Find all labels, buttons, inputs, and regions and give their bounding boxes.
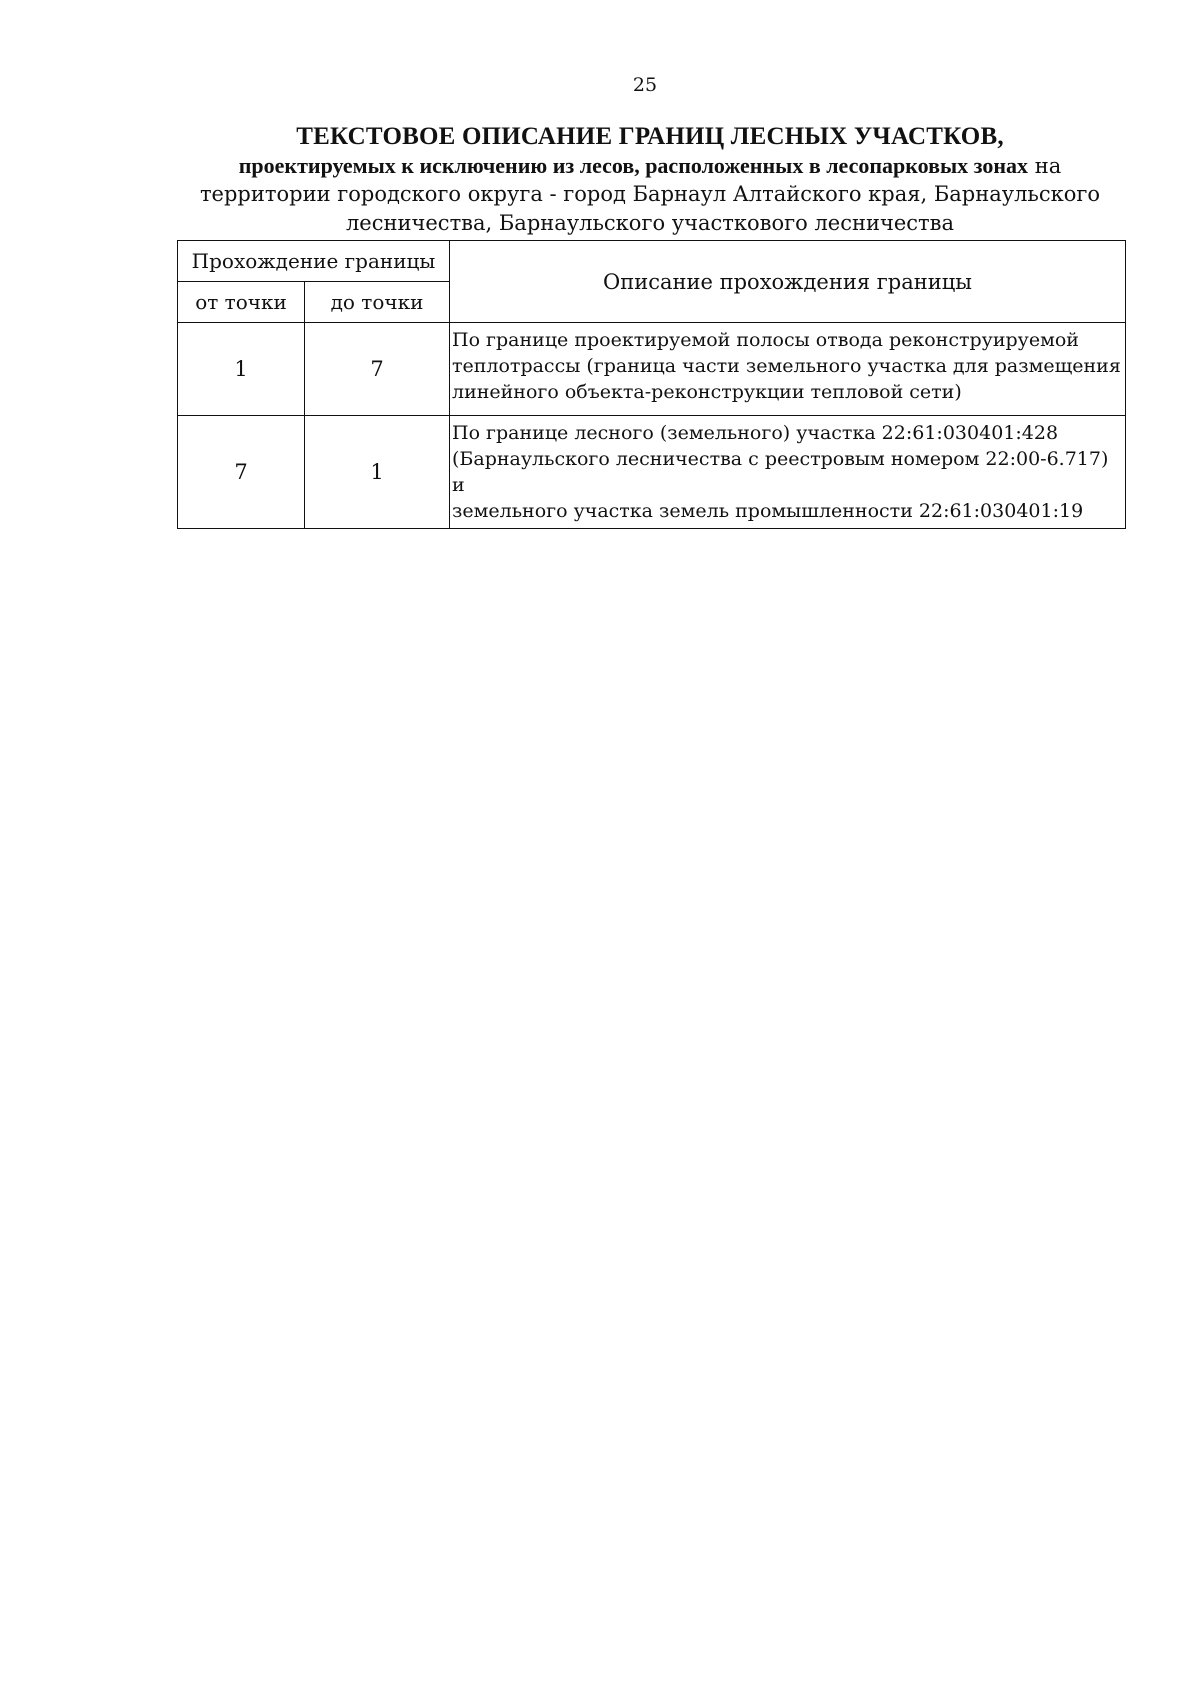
title-line-2-rest: на (1028, 154, 1062, 178)
title-line-1: ТЕКСТОВОЕ ОПИСАНИЕ ГРАНИЦ ЛЕСНЫХ УЧАСТКОВ, (296, 123, 1004, 150)
description-line: По границе проектируемой полосы отвода реконструируемой (452, 329, 1079, 351)
document-title (180, 122, 1120, 238)
cell-to: 1 (305, 416, 450, 529)
header-description: Описание прохождения границы (450, 241, 1126, 323)
table-row (178, 416, 1126, 529)
description-line: земельного участка земель промышленности 22:61:030401:19 (452, 500, 1084, 522)
description-line: По границе лесного (земельного) участка 22:61:030401:428 (452, 422, 1059, 444)
cell-from: 7 (178, 416, 305, 529)
cell-description (450, 416, 1126, 529)
header-passage: Прохождение границы (178, 241, 450, 282)
description-line: теплотрассы (граница части земельного участка для размещения (452, 355, 1121, 377)
description-line: (Барнаульского лесничества с реестровым номером 22:00-6.717) и (452, 448, 1109, 496)
header-to-point: до точки (305, 282, 450, 323)
description-line: линейного объекта-реконструкции тепловой сети) (452, 381, 962, 403)
page-number: 25 (632, 74, 658, 96)
table-row (178, 323, 1126, 416)
table-header-row (178, 241, 1126, 282)
cell-from: 1 (178, 323, 305, 416)
title-line-2-bold: проектируемых к исключению из лесов, расположенных в лесопарковых зонах (238, 153, 1029, 178)
cell-to: 7 (305, 323, 450, 416)
title-line-3: территории городского округа - город Барнаул Алтайского края, Барнаульского (199, 182, 1101, 206)
title-line-4: лесничества, Барнаульского участкового лесничества (345, 211, 955, 235)
title-line-2 (180, 152, 1120, 180)
boundary-table (177, 240, 1126, 529)
cell-description (450, 323, 1126, 416)
header-from-point: от точки (178, 282, 305, 323)
